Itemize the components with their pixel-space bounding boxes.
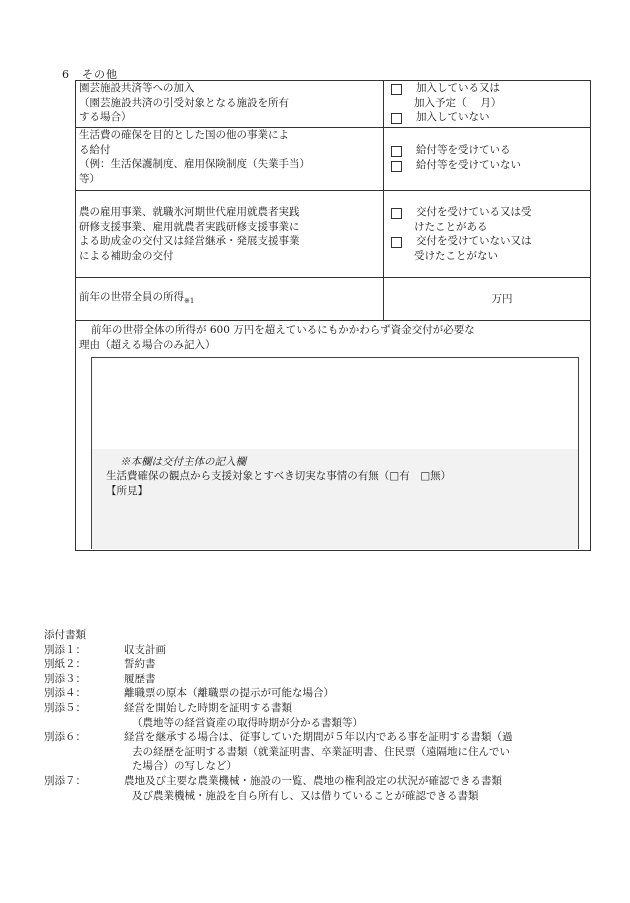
checkbox[interactable] [391, 113, 402, 124]
office-note: ※本欄は交付主体の記入欄 [120, 456, 246, 468]
label-line: 研修支援事業、雇用就農者実践研修支援事業に [79, 220, 300, 233]
label-line: 生活費の確保を目的とした国の他の事業によ [79, 129, 289, 141]
attachment-key: 別添５： [44, 701, 86, 714]
koyo-label [76, 191, 384, 278]
label-line: 園芸施設共済等への加入 [79, 82, 195, 94]
option-label: 加入している又は [416, 82, 500, 94]
income-label-text: 前年の世帯全員の所得 [79, 290, 184, 303]
reason-area [76, 357, 591, 551]
label-line: よる助成金の交付又は経営継承・発展支援事業 [79, 235, 300, 247]
option-label: 受けたことがない [414, 249, 498, 262]
option-label: 給付等を受けていない [416, 158, 521, 171]
checkbox[interactable] [391, 146, 402, 157]
list-item [44, 730, 629, 774]
label-line: 農の雇用事業、就職氷河期世代雇用就農者実践 [79, 206, 300, 218]
attachments-list [44, 628, 629, 803]
attachment-text: 履歴書 [124, 672, 156, 685]
attachment-text: 農地及び主要な農業機械・施設の一覧、農地の権利設定の状況が確認できる書類 [124, 774, 502, 787]
office-check-line: 生活費確保の観点から支援対象とすべき切実な事情の有無（□有 □無） [106, 470, 452, 482]
income-unit: 万円 [491, 292, 513, 305]
other-info-table [75, 80, 591, 551]
checkbox[interactable] [391, 84, 402, 95]
engei-label [76, 81, 384, 128]
list-item [44, 657, 629, 672]
list-item [44, 774, 629, 803]
attachment-text: た場合）の写しなど） [132, 760, 237, 773]
attachment-text: 去の経歴を証明する書類（就業証明書、卒業証明書、住民票（遠隔地に住んでい [132, 745, 510, 758]
reason-input-box[interactable] [91, 357, 579, 451]
table-row [76, 278, 591, 321]
label-line: 等） [79, 172, 100, 185]
option-label: 加入予定（ 月） [414, 96, 502, 109]
label-line: （例：生活保護制度、雇用保険制度（失業手当） [79, 158, 310, 170]
footnote-mark: ※1 [184, 296, 195, 305]
koyo-options [384, 191, 591, 278]
list-item [44, 643, 629, 658]
attachment-key: 別添１： [44, 643, 86, 656]
reason-header [76, 321, 591, 358]
table-row [76, 128, 591, 191]
option-label: けたことがある [414, 220, 488, 233]
option-label: 交付を受けていない又は [416, 235, 532, 247]
attachment-text: 経営を開始した時期を証明する書類 [124, 701, 292, 714]
attachment-text: 収支計画 [124, 643, 166, 656]
attachment-text: （農地等の経営資産の取得時期が分かる書類等） [132, 716, 363, 729]
label-line: する場合） [79, 111, 132, 123]
attachments-title: 添付書類 [44, 629, 86, 641]
checkbox[interactable] [391, 161, 402, 172]
table-row [76, 81, 591, 128]
label-line: による補助金の交付 [79, 249, 174, 262]
income-label [76, 278, 384, 321]
opinion-label: 【所見】 [106, 485, 148, 497]
table-row [76, 357, 591, 551]
reason-line: 前年の世帯全体の所得が 600 万円を超えているにもかかわらず資金交付が必要な [91, 324, 475, 336]
table-row [76, 321, 591, 358]
checkbox[interactable] [391, 208, 402, 219]
label-line: る給付 [79, 143, 111, 156]
attachment-text: 離職票の原本（離職票の提示が可能な場合） [124, 687, 334, 700]
engei-options [384, 81, 591, 128]
label-line: （園芸施設共済の引受対象となる施設を所有 [79, 96, 289, 109]
office-use-area [91, 449, 579, 549]
attachment-key: 別添６： [44, 731, 86, 744]
section-heading: 6 その他 [62, 68, 118, 81]
table-row [76, 191, 591, 278]
attachment-key: 別添３： [44, 672, 86, 685]
income-value-cell[interactable] [384, 278, 591, 321]
attachment-text: 及び農業機械・施設を自ら所有し、又は借りていることが確認できる書類 [132, 789, 479, 802]
seikatsu-options [384, 128, 591, 191]
attachment-text: 経営を継承する場合は、従事していた期間が５年以内である事を証明する書類（過 [124, 731, 513, 744]
list-item [44, 672, 629, 687]
option-label: 加入していない [416, 111, 490, 123]
attachment-text: 誓約書 [124, 658, 156, 671]
list-item [44, 686, 629, 701]
option-label: 交付を受けている又は受 [416, 206, 532, 218]
attachment-key: 別紙２： [44, 658, 86, 671]
list-item [44, 701, 629, 730]
attachment-key: 別添７： [44, 774, 86, 787]
checkbox[interactable] [391, 237, 402, 248]
seikatsu-label [76, 128, 384, 191]
option-label: 給付等を受けている [416, 144, 511, 156]
reason-line: 理由（超える場合のみ記入） [79, 338, 216, 351]
attachment-key: 別添４： [44, 687, 86, 700]
